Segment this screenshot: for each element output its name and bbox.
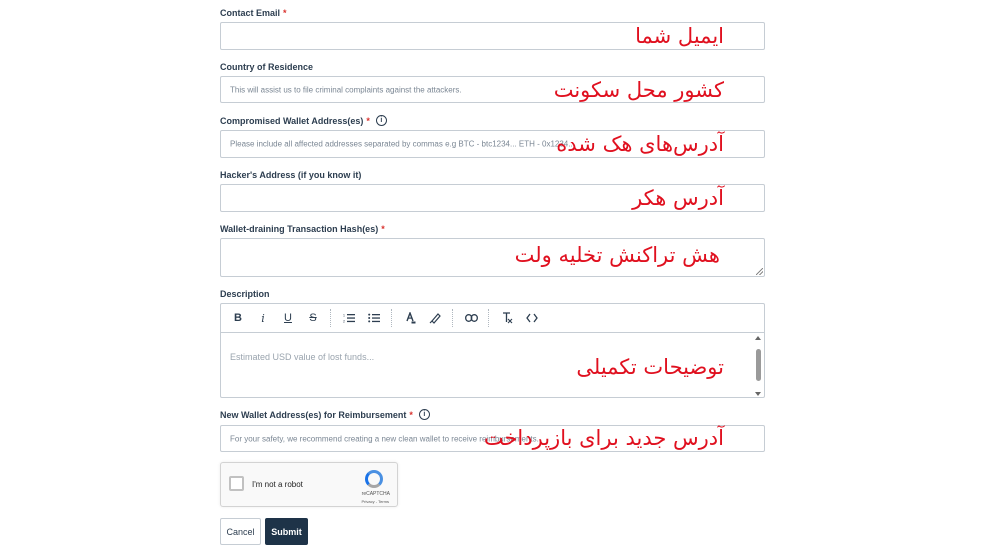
submit-button[interactable]: Submit	[265, 518, 308, 545]
country-label-text: Country of Residence	[220, 62, 314, 72]
tx-hash-textarea[interactable]	[220, 238, 765, 277]
hacker-address-overlay: آدرس هکر	[632, 186, 724, 210]
tx-hash-label	[220, 224, 385, 234]
clear-format-icon[interactable]	[496, 307, 518, 329]
highlight-icon[interactable]	[424, 307, 446, 329]
required-mark: *	[381, 224, 385, 234]
text-color-icon[interactable]	[399, 307, 421, 329]
description-editor[interactable]	[220, 303, 765, 398]
reimbursement-overlay: آدرس جدید برای بازپرداخت	[483, 426, 724, 450]
editor-scrollbar[interactable]	[754, 334, 763, 398]
contact-email-label-text: Contact Email	[220, 8, 281, 18]
toolbar-divider	[330, 309, 332, 327]
info-icon[interactable]: i	[376, 115, 387, 126]
contact-email-overlay: ایمیل شما	[635, 24, 724, 48]
compromised-wallet-input[interactable]	[220, 130, 765, 158]
reimbursement-input[interactable]	[220, 425, 765, 452]
hacker-address-label	[220, 170, 361, 180]
svg-text:1: 1	[343, 313, 345, 318]
compromised-wallet-label-text: Compromised Wallet Address(es)	[220, 115, 364, 126]
bullet-list-icon[interactable]	[363, 307, 385, 329]
tx-hash-overlay: هش تراکنش تخلیه ولت	[514, 243, 720, 267]
toolbar-divider	[391, 309, 393, 327]
scroll-thumb[interactable]	[756, 349, 761, 381]
reimbursement-label	[220, 409, 430, 420]
reimbursement-placeholder: For your safety, we recommend creating a new clean wallet to receive reimbursements.	[230, 434, 539, 443]
recaptcha-brand: reCAPTCHA	[361, 491, 390, 497]
description-label	[220, 289, 270, 299]
recaptcha-terms-link[interactable]: Privacy - Terms	[361, 499, 389, 504]
info-icon[interactable]: i	[419, 409, 430, 420]
description-placeholder: Estimated USD value of lost funds...	[230, 352, 375, 362]
italic-button[interactable]: i	[261, 311, 265, 325]
required-mark: *	[366, 115, 370, 126]
country-input[interactable]	[220, 76, 765, 103]
underline-button[interactable]: U	[284, 312, 292, 324]
code-icon[interactable]	[521, 307, 543, 329]
scroll-down-arrow-icon[interactable]	[755, 392, 761, 396]
recaptcha-widget	[220, 462, 398, 507]
toolbar-divider	[488, 309, 490, 327]
contact-email-input[interactable]	[220, 22, 765, 50]
scroll-up-arrow-icon[interactable]	[755, 336, 761, 340]
compromised-wallet-label	[220, 115, 387, 126]
toolbar-divider	[452, 309, 454, 327]
required-mark: *	[283, 8, 287, 18]
tx-hash-label-text: Wallet-draining Transaction Hash(es)	[220, 224, 379, 234]
contact-email-label	[220, 8, 287, 18]
description-overlay: توضیحات تکمیلی	[576, 355, 724, 379]
description-label-text: Description	[220, 289, 270, 299]
link-icon[interactable]	[460, 307, 482, 329]
required-mark: *	[409, 409, 413, 420]
svg-text:2: 2	[343, 319, 345, 323]
recaptcha-logo-icon	[365, 470, 383, 488]
ordered-list-icon[interactable]	[338, 307, 360, 329]
hacker-address-input[interactable]	[220, 184, 765, 212]
compromised-wallet-overlay: آدرس‌های هک شده	[556, 132, 724, 156]
country-overlay: کشور محل سکونت	[553, 78, 724, 102]
bold-button[interactable]: B	[234, 312, 242, 324]
cancel-button[interactable]: Cancel	[220, 518, 261, 545]
editor-toolbar	[221, 304, 764, 333]
reimbursement-label-text: New Wallet Address(es) for Reimbursement	[220, 409, 407, 420]
hacker-address-label-text: Hacker's Address (if you know it)	[220, 170, 362, 180]
compromised-wallet-placeholder: Please include all affected addresses separated by commas e.g BTC - btc1234... ETH - 0x1234...	[230, 139, 575, 149]
resize-handle[interactable]	[756, 268, 763, 275]
recaptcha-label: I'm not a robot	[252, 480, 303, 489]
country-placeholder: This will assist us to file criminal complaints against the attackers.	[230, 85, 462, 94]
recaptcha-checkbox[interactable]	[229, 476, 244, 491]
strikethrough-button[interactable]: S	[309, 312, 317, 324]
country-label	[220, 62, 313, 72]
